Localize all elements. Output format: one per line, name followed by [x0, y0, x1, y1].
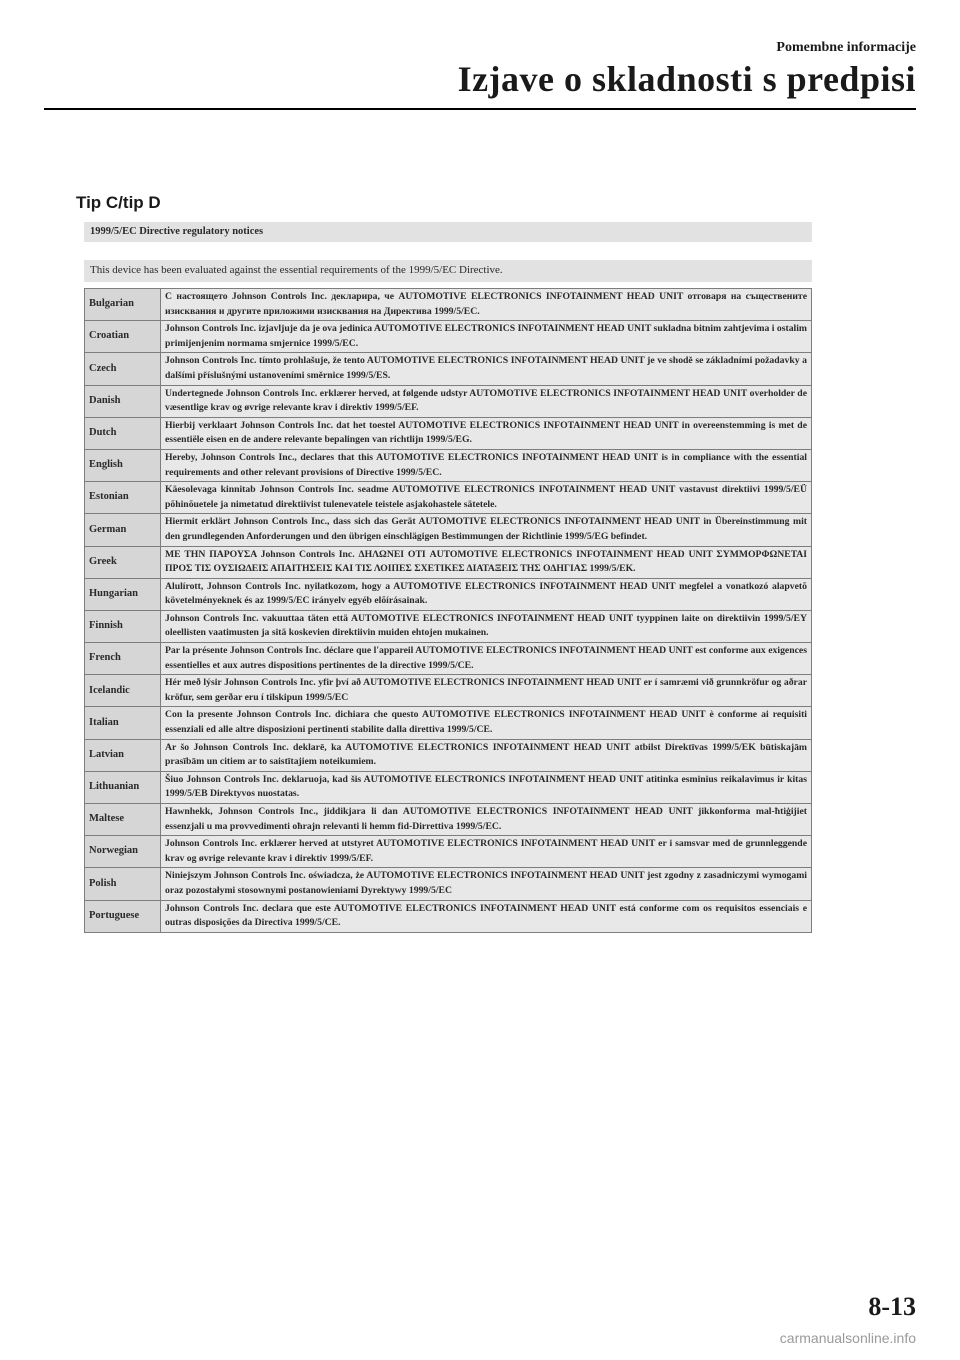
page-number: 8-13: [868, 1292, 916, 1321]
language-cell: Croatian: [85, 321, 161, 353]
language-cell: Bulgarian: [85, 289, 161, 321]
language-cell: Italian: [85, 707, 161, 739]
table-row: [85, 610, 812, 642]
language-cell: English: [85, 449, 161, 481]
language-cell: German: [85, 514, 161, 546]
table-row: [85, 514, 812, 546]
page-title: Izjave o skladnosti s predpisi: [457, 59, 916, 99]
table-row: [85, 289, 812, 321]
declaration-cell: Alulírott, Johnson Controls Inc. nyilatkozom, hogy a AUTOMOTIVE ELECTRONICS INFOTAINMENT HEAD UNIT megfelel a vonatkozó alapvetõ követelményeknek és az 1999/5/EC irányelv egyéb elõírásainak.: [161, 578, 812, 610]
watermark[interactable]: carmanualsonline.info: [779, 1330, 916, 1346]
language-cell: Danish: [85, 385, 161, 417]
language-cell: Estonian: [85, 482, 161, 514]
table-row: [85, 546, 812, 578]
language-cell: Greek: [85, 546, 161, 578]
table-row: [85, 482, 812, 514]
declaration-cell: Undertegnede Johnson Controls Inc. erklærer herved, at følgende udstyr AUTOMOTIVE ELECTRONICS INFOTAINMENT HEAD UNIT overholder de væsentlige krav og øvrige relevante krav i direktiv 1999/5/EF.: [161, 385, 812, 417]
language-cell: Finnish: [85, 610, 161, 642]
declaration-cell: Hereby, Johnson Controls Inc., declares that this AUTOMOTIVE ELECTRONICS INFOTAINMENT HEAD UNIT is in compliance with the essential requirements and other relevant provisions of Directive 1999/5/EC.: [161, 449, 812, 481]
language-cell: Icelandic: [85, 675, 161, 707]
subheading: Tip C/tip D: [76, 193, 161, 212]
table-row: [85, 771, 812, 803]
table-row: [85, 385, 812, 417]
language-cell: Hungarian: [85, 578, 161, 610]
table-row: [85, 868, 812, 900]
scan-title: 1999/5/EC Directive regulatory notices: [84, 222, 812, 242]
notices-table-body: [85, 289, 812, 933]
table-row: [85, 417, 812, 449]
language-cell: Maltese: [85, 804, 161, 836]
declaration-cell: ΜΕ ΤΗΝ ΠΑΡΟΥΣΑ Johnson Controls Inc. ΔΗΛΩΝΕΙ ΟΤΙ AUTOMOTIVE ELECTRONICS INFOTAINMENT HEAD UNIT ΣΥΜΜΟΡΦΩΝΕΤΑΙ ΠΡΟΣ ΤΙΣ ΟΥΣΙΩΔΕΙΣ ΑΠΑΙΤΗΣΕΙΣ ΚΑΙ ΤΙΣ ΛΟΙΠΕΣ ΣΧΕΤΙΚΕΣ ΔΙΑΤΑΞΕΙΣ ΤΗΣ ΟΔΗΓΙΑΣ 1999/5/ΕΚ.: [161, 546, 812, 578]
table-row: [85, 353, 812, 385]
regulatory-notices-scan: [84, 222, 812, 1160]
language-cell: Polish: [85, 868, 161, 900]
declaration-cell: Par la présente Johnson Controls Inc. déclare que l'appareil AUTOMOTIVE ELECTRONICS INFOTAINMENT HEAD UNIT est conforme aux exigences essentielles et aux autres dispositions pertinentes de la directive 1999/5/CE.: [161, 643, 812, 675]
language-cell: Norwegian: [85, 836, 161, 868]
table-row: [85, 739, 812, 771]
table-row: [85, 449, 812, 481]
scan-intro: This device has been evaluated against the essential requirements of the 1999/5/EC Directive.: [84, 260, 812, 282]
declaration-cell: Johnson Controls Inc. vakuuttaa täten että AUTOMOTIVE ELECTRONICS INFOTAINMENT HEAD UNIT tyyppinen laite on direktiivin 1999/5/EY oleellisten vaatimusten ja sitä koskevien direktiivin muiden ehtojen mukainen.: [161, 610, 812, 642]
declaration-cell: Šiuo Johnson Controls Inc. deklaruoja, kad šis AUTOMOTIVE ELECTRONICS INFOTAINMENT HEAD UNIT atitinka esminius reikalavimus ir kitas 1999/5/EB Direktyvos nuostatas.: [161, 771, 812, 803]
declaration-cell: Johnson Controls Inc. izjavljuje da je ova jedinica AUTOMOTIVE ELECTRONICS INFOTAINMENT HEAD UNIT sukladna bitnim zahtjevima i ostalim primijenjenim normama smjernice 1999/5/EC.: [161, 321, 812, 353]
table-row: [85, 804, 812, 836]
language-cell: Lithuanian: [85, 771, 161, 803]
declaration-cell: Ar šo Johnson Controls Inc. deklarē, ka AUTOMOTIVE ELECTRONICS INFOTAINMENT HEAD UNIT atbilst Direktīvas 1999/5/EK būtiskajām prasībām un citiem ar to saistītajiem noteikumiem.: [161, 739, 812, 771]
table-row: [85, 675, 812, 707]
declaration-cell: С настоящето Johnson Controls Inc. декларира, че AUTOMOTIVE ELECTRONICS INFOTAINMENT HEAD UNIT отговаря на съществените изисквания и другите приложими изисквания на Директива 1999/5/EC.: [161, 289, 812, 321]
language-cell: Czech: [85, 353, 161, 385]
declaration-cell: Käesolevaga kinnitab Johnson Controls Inc. seadme AUTOMOTIVE ELECTRONICS INFOTAINMENT HEAD UNIT vastavust direktiivi 1999/5/EÜ põhinõuetele ja nimetatud direktiivist tulenevatele teistele asjakohastele sätetele.: [161, 482, 812, 514]
declaration-cell: Johnson Controls Inc. tímto prohlašuje, že tento AUTOMOTIVE ELECTRONICS INFOTAINMENT HEAD UNIT je ve shodě se základními požadavky a dalšími příslušnými ustanoveními směrnice 1999/5/ES.: [161, 353, 812, 385]
table-row: [85, 836, 812, 868]
language-cell: Dutch: [85, 417, 161, 449]
language-cell: Latvian: [85, 739, 161, 771]
table-row: [85, 900, 812, 932]
section-label: Pomembne informacije: [776, 40, 916, 55]
declaration-cell: Hierbij verklaart Johnson Controls Inc. dat het toestel AUTOMOTIVE ELECTRONICS INFOTAINMENT HEAD UNIT in overeenstemming is met de essentiële eisen en de andere relevante bepalingen van richtlijn 1999/5/EG.: [161, 417, 812, 449]
language-cell: Portuguese: [85, 900, 161, 932]
language-cell: French: [85, 643, 161, 675]
declaration-cell: Con la presente Johnson Controls Inc. dichiara che questo AUTOMOTIVE ELECTRONICS INFOTAINMENT HEAD UNIT è conforme ai requisiti essenziali ed alle altre disposizioni pertinenti stabilite dalla direttiva 1999/5/CE.: [161, 707, 812, 739]
declaration-cell: Johnson Controls Inc. declara que este AUTOMOTIVE ELECTRONICS INFOTAINMENT HEAD UNIT está conforme com os requisitos essenciais e outras disposições da Directiva 1999/5/CE.: [161, 900, 812, 932]
table-row: [85, 643, 812, 675]
notices-table: [84, 288, 812, 933]
table-row: [85, 707, 812, 739]
declaration-cell: Hawnhekk, Johnson Controls Inc., jiddikjara li dan AUTOMOTIVE ELECTRONICS INFOTAINMENT HEAD UNIT jikkonforma mal-ħtiġijiet essenzjali u ma provvedimenti oħrajn relevanti li hemm fid-Dirrettiva 1999/5/EC.: [161, 804, 812, 836]
table-row: [85, 321, 812, 353]
header-divider: [44, 108, 916, 110]
declaration-cell: Hér með lýsir Johnson Controls Inc. yfir því að AUTOMOTIVE ELECTRONICS INFOTAINMENT HEAD UNIT er í samræmi við grunnkröfur og aðrar kröfur, sem gerðar eru í tilskipun 1999/5/EC: [161, 675, 812, 707]
declaration-cell: Johnson Controls Inc. erklærer herved at utstyret AUTOMOTIVE ELECTRONICS INFOTAINMENT HEAD UNIT er i samsvar med de grunnleggende krav og øvrige relevante krav i direktiv 1999/5/EF.: [161, 836, 812, 868]
declaration-cell: Niniejszym Johnson Controls Inc. oświadcza, że AUTOMOTIVE ELECTRONICS INFOTAINMENT HEAD UNIT jest zgodny z zasadniczymi wymogami oraz pozostałymi stosownymi postanowieniami Dyrektywy 1999/5/EC: [161, 868, 812, 900]
declaration-cell: Hiermit erklärt Johnson Controls Inc., dass sich das Gerät AUTOMOTIVE ELECTRONICS INFOTAINMENT HEAD UNIT in Übereinstimmung mit den grundlegenden Anforderungen und den übrigen einschlägigen Bestimmungen der Richtlinie 1999/5/EG befindet.: [161, 514, 812, 546]
table-row: [85, 578, 812, 610]
